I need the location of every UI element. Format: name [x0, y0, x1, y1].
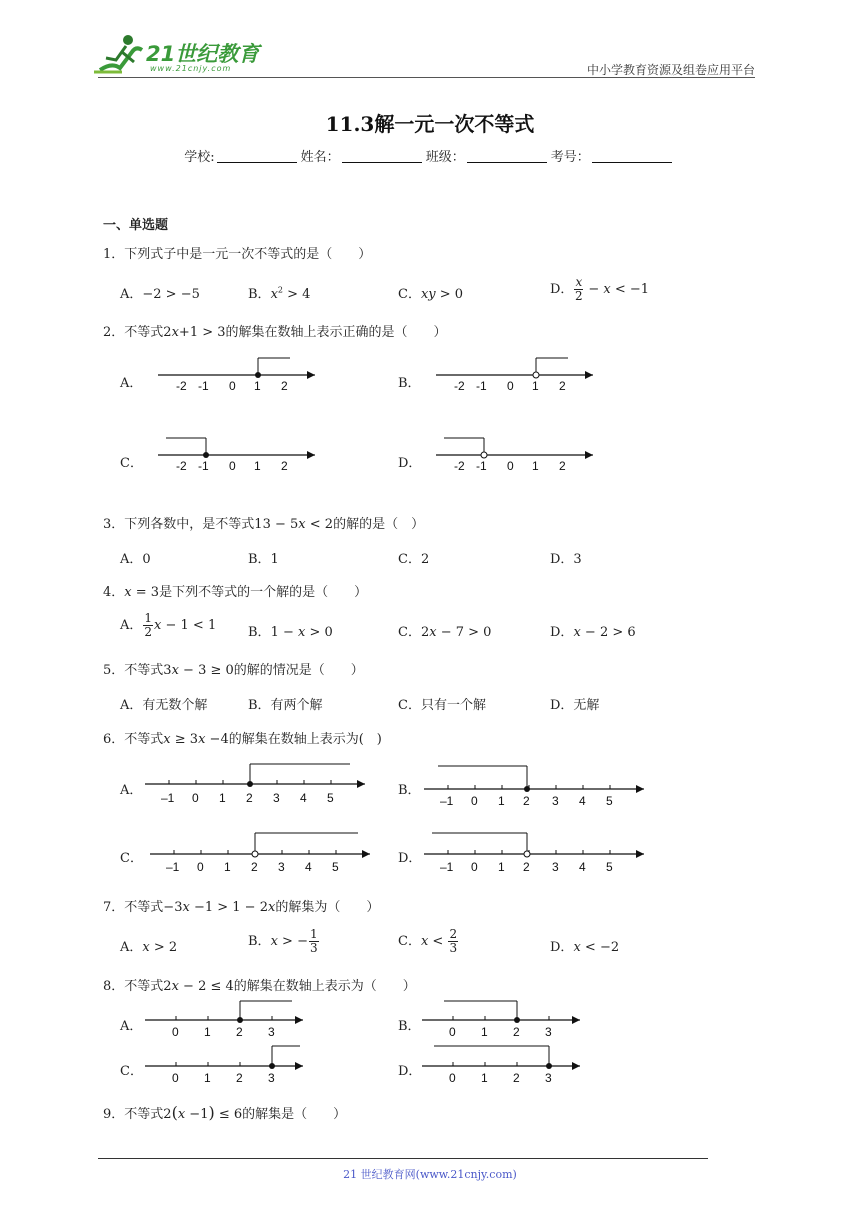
- svg-text:2: 2: [523, 794, 530, 808]
- q4-option-c[interactable]: C．2x − 7 > 0: [398, 625, 492, 640]
- q6-number-line-a: [145, 760, 370, 810]
- question-5: 5．不等式3x − 3 ≥ 0的解的情况是（ ）: [103, 663, 364, 678]
- q8-option-a[interactable]: A．: [120, 1019, 143, 1034]
- svg-text:3: 3: [268, 1025, 275, 1039]
- school-label: 学校:: [184, 150, 215, 165]
- q4-option-b[interactable]: B．1 − x > 0: [248, 625, 333, 640]
- question-7: 7．不等式−3x −1 > 1 − 2x的解集为（ ）: [103, 900, 380, 915]
- question-2: 2．不等式2x+1 > 3的解集在数轴上表示正确的是（ ）: [103, 325, 447, 340]
- svg-text:2: 2: [236, 1071, 243, 1085]
- svg-text:–1: –1: [161, 791, 175, 805]
- svg-text:1: 1: [532, 459, 539, 473]
- q8-number-line-a: [145, 996, 310, 1040]
- option-label: A．: [120, 618, 143, 633]
- question-number: 7．: [103, 900, 125, 915]
- page-title: 11.3解一元一次不等式: [325, 112, 535, 136]
- svg-text:5: 5: [606, 860, 613, 874]
- name-label: 姓名：: [300, 150, 340, 165]
- question-stem: 的解的情况是（ ）: [233, 663, 364, 678]
- q4-option-d[interactable]: D．x − 2 > 6: [550, 625, 636, 640]
- svg-text:1: 1: [481, 1025, 488, 1039]
- svg-text:0: 0: [197, 860, 204, 874]
- q5-option-d[interactable]: D．无解: [550, 698, 600, 713]
- q2-option-d[interactable]: D．: [398, 456, 422, 471]
- option-label: B．: [248, 625, 271, 640]
- q8-number-line-c: [145, 1042, 310, 1086]
- svg-text:0: 0: [229, 379, 236, 393]
- svg-text:-1: -1: [476, 459, 487, 473]
- question-stem: 的解集在数轴上表示正确的是（ ）: [225, 325, 447, 340]
- question-number: 4．: [103, 585, 125, 600]
- footer-divider: [98, 1158, 708, 1159]
- option-label: C．: [398, 934, 421, 949]
- svg-text:1: 1: [481, 1071, 488, 1085]
- q2-option-a[interactable]: A．: [120, 376, 143, 391]
- exam-no-blank[interactable]: [592, 162, 672, 163]
- q2-number-line-b: [428, 350, 598, 400]
- q6-option-d[interactable]: D．: [398, 851, 422, 866]
- question-number: 3．: [103, 517, 125, 532]
- q8-number-line-b: [422, 996, 587, 1040]
- q7-option-b[interactable]: B．x > − $\frac{1}{3}$: [248, 927, 318, 955]
- question-stem: 不等式: [124, 732, 164, 747]
- q6-number-line-c: [150, 828, 375, 878]
- svg-text:4: 4: [300, 791, 307, 805]
- svg-text:3: 3: [273, 791, 280, 805]
- svg-text:-1: -1: [198, 379, 209, 393]
- svg-text:1: 1: [254, 379, 261, 393]
- question-3: 3．下列各数中，是不等式13 − 5x < 2的解的是（ ）: [103, 517, 425, 532]
- svg-text:2: 2: [236, 1025, 243, 1039]
- question-stem: 的解的是（ ）: [333, 517, 425, 532]
- q6-option-b[interactable]: B．: [398, 783, 421, 798]
- svg-text:3: 3: [278, 860, 285, 874]
- svg-text:2: 2: [559, 379, 566, 393]
- svg-text:0: 0: [507, 459, 514, 473]
- question-stem: 是下列不等式的一个解的是（ ）: [159, 585, 368, 600]
- svg-text:-2: -2: [454, 459, 465, 473]
- question-stem: 不等式: [124, 663, 164, 678]
- svg-text:0: 0: [449, 1071, 456, 1085]
- question-stem: 不等式: [124, 979, 164, 994]
- name-blank[interactable]: [342, 162, 422, 163]
- question-stem: 的解集在数轴上表示为（ ）: [233, 979, 416, 994]
- svg-text:0: 0: [172, 1071, 179, 1085]
- option-label: D．: [550, 625, 574, 640]
- q3-option-a[interactable]: A．0: [120, 552, 151, 567]
- school-blank[interactable]: [217, 162, 297, 163]
- class-blank[interactable]: [467, 162, 547, 163]
- question-number: 2．: [103, 325, 125, 340]
- svg-text:-2: -2: [454, 379, 465, 393]
- svg-text:0: 0: [449, 1025, 456, 1039]
- svg-text:0: 0: [471, 794, 478, 808]
- question-4: 4．x = 3是下列不等式的一个解的是（ ）: [103, 585, 368, 600]
- question-stem: 不等式: [124, 1107, 164, 1122]
- svg-text:0: 0: [172, 1025, 179, 1039]
- svg-text:1: 1: [204, 1025, 211, 1039]
- question-number: 8．: [103, 979, 125, 994]
- q3-option-c[interactable]: C．2: [398, 552, 430, 567]
- option-label: C．: [398, 287, 421, 302]
- svg-text:1: 1: [254, 459, 261, 473]
- svg-text:1: 1: [498, 860, 505, 874]
- svg-text:5: 5: [606, 794, 613, 808]
- option-label: A．: [120, 287, 143, 302]
- q5-option-c[interactable]: C．只有一个解: [398, 698, 486, 713]
- q5-option-a[interactable]: A．有无数个解: [120, 698, 208, 713]
- question-6: 6．不等式x ≥ 3x −4的解集在数轴上表示为( ): [103, 732, 382, 747]
- logo-text: 21世纪教育: [146, 42, 260, 66]
- q2-number-line-d: [428, 430, 598, 480]
- question-stem: 下列式子中是一元一次不等式的是（ ）: [124, 247, 372, 262]
- q2-number-line-a: [150, 350, 320, 400]
- question-stem: 的解集是（ ）: [242, 1107, 347, 1122]
- question-number: 9．: [103, 1107, 125, 1122]
- svg-text:-2: -2: [176, 379, 187, 393]
- exam-no-label: 考号：: [550, 150, 590, 165]
- q8-option-b[interactable]: B．: [398, 1019, 421, 1034]
- svg-text:0: 0: [192, 791, 199, 805]
- student-info-line: [0, 146, 860, 165]
- q4-option-a[interactable]: A． $\frac{1}{2}$ x − 1 < 1: [120, 611, 217, 639]
- q6-number-line-d: [424, 828, 649, 878]
- svg-text:4: 4: [305, 860, 312, 874]
- option-label: A．: [120, 940, 143, 955]
- footer-text: 21 世纪教育网(www.21cnjy.com): [343, 1168, 517, 1181]
- svg-text:0: 0: [229, 459, 236, 473]
- question-stem: 的解集为（ ）: [275, 900, 380, 915]
- q2-option-c[interactable]: C．: [120, 456, 143, 471]
- svg-text:2: 2: [513, 1071, 520, 1085]
- q6-option-a[interactable]: A．: [120, 783, 143, 798]
- q2-number-line-c: [150, 430, 320, 480]
- svg-text:3: 3: [552, 860, 559, 874]
- svg-text:3: 3: [545, 1025, 552, 1039]
- svg-text:2: 2: [281, 379, 288, 393]
- svg-text:1: 1: [204, 1071, 211, 1085]
- svg-text:1: 1: [219, 791, 226, 805]
- svg-text:5: 5: [332, 860, 339, 874]
- q1-option-c[interactable]: C．xy > 0: [398, 287, 464, 302]
- svg-text:-1: -1: [476, 379, 487, 393]
- option-label: D．: [550, 282, 574, 297]
- question-number: 1．: [103, 247, 125, 262]
- svg-text:2: 2: [281, 459, 288, 473]
- question-1: [103, 243, 371, 262]
- q8-number-line-d: [422, 1042, 587, 1086]
- svg-text:-1: -1: [198, 459, 209, 473]
- svg-text:1: 1: [532, 379, 539, 393]
- question-stem: 下列各数中，是不等式: [124, 517, 255, 532]
- question-number: 6．: [103, 732, 125, 747]
- header-divider: [98, 77, 755, 78]
- svg-text:2: 2: [251, 860, 258, 874]
- svg-text:3: 3: [552, 794, 559, 808]
- svg-text:2: 2: [513, 1025, 520, 1039]
- option-label: C．: [398, 625, 421, 640]
- svg-text:-2: -2: [176, 459, 187, 473]
- logo: [92, 32, 262, 78]
- svg-text:4: 4: [579, 860, 586, 874]
- q3-option-d[interactable]: D．3: [550, 552, 582, 567]
- section-heading: 一、单选题: [103, 218, 169, 233]
- question-8: 8．不等式2x − 2 ≤ 4的解集在数轴上表示为（ ）: [103, 979, 416, 994]
- svg-text:0: 0: [471, 860, 478, 874]
- q1-option-b[interactable]: B．$x^2 > 4$: [248, 285, 311, 302]
- q8-option-d[interactable]: D．: [398, 1064, 422, 1079]
- class-label: 班级：: [425, 150, 465, 165]
- question-stem: 不等式: [124, 325, 164, 340]
- q1-option-d[interactable]: D． $\frac{x}{2}$ − x < −1: [550, 275, 650, 303]
- svg-text:5: 5: [327, 791, 334, 805]
- q6-option-c[interactable]: C．: [120, 851, 143, 866]
- svg-text:–1: –1: [166, 860, 180, 874]
- svg-text:–1: –1: [440, 860, 454, 874]
- q7-option-c[interactable]: C．x < $\frac{2}{3}$: [398, 927, 458, 955]
- svg-text:2: 2: [523, 860, 530, 874]
- option-label: D．: [550, 940, 574, 955]
- question-9: 9．不等式2(x −1) ≤ 6的解集是（ ）: [103, 1103, 347, 1122]
- q1-option-a[interactable]: A．−2 > −5: [120, 287, 200, 302]
- svg-text:0: 0: [507, 379, 514, 393]
- q7-option-a[interactable]: A．x > 2: [120, 940, 178, 955]
- svg-text:1: 1: [498, 794, 505, 808]
- q5-option-b[interactable]: B．有两个解: [248, 698, 323, 713]
- q7-option-d[interactable]: D．x < −2: [550, 940, 620, 955]
- svg-text:2: 2: [559, 459, 566, 473]
- svg-text:–1: –1: [440, 794, 454, 808]
- q2-option-b[interactable]: B．: [398, 376, 421, 391]
- q3-option-b[interactable]: B．1: [248, 552, 279, 567]
- svg-text:3: 3: [268, 1071, 275, 1085]
- svg-text:2: 2: [246, 791, 253, 805]
- question-number: 5．: [103, 663, 125, 678]
- svg-text:4: 4: [579, 794, 586, 808]
- option-label: B．: [248, 287, 271, 302]
- site-tagline: 中小学教育资源及组卷应用平台: [586, 63, 755, 77]
- svg-text:1: 1: [224, 860, 231, 874]
- option-label: B．: [248, 934, 271, 949]
- question-stem: 的解集在数轴上表示为( ): [228, 732, 382, 747]
- q6-number-line-b: [424, 760, 649, 810]
- logo-url: www.21cnjy.com: [150, 64, 232, 73]
- question-stem: 不等式: [124, 900, 164, 915]
- svg-text:3: 3: [545, 1071, 552, 1085]
- q8-option-c[interactable]: C．: [120, 1064, 143, 1079]
